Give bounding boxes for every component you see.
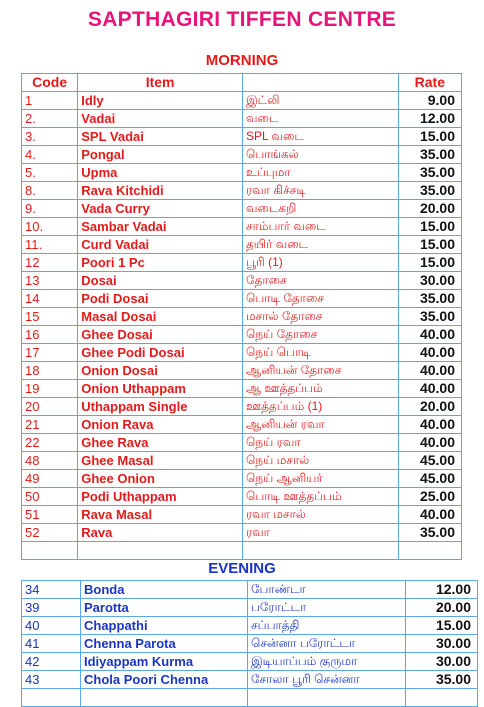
item-rate: 35.00 (398, 308, 461, 326)
item-name-tamil: நெய் தோசை (242, 326, 398, 344)
menu-row (22, 689, 478, 707)
item-rate: 9.00 (398, 92, 461, 110)
item-name-tamil (242, 542, 398, 560)
item-name-tamil: தோசை (242, 272, 398, 290)
menu-row (22, 599, 478, 617)
item-name: Rava Kitchidi (78, 182, 243, 200)
item-rate: 40.00 (398, 434, 461, 452)
item-name-tamil: நெய் ஆனியர் (242, 470, 398, 488)
item-name: Ghee Rava (78, 434, 243, 452)
item-code: 8. (22, 182, 78, 200)
item-rate: 30.00 (406, 635, 478, 653)
item-rate (406, 689, 478, 707)
item-code: 13 (22, 272, 78, 290)
item-name: Masal Dosai (78, 308, 243, 326)
item-name: Idly (78, 92, 243, 110)
menu-row (22, 635, 478, 653)
item-name-tamil: ஆனியன் ரவா (242, 416, 398, 434)
item-name: Rava (78, 524, 243, 542)
item-code: 40 (22, 617, 81, 635)
menu-row (22, 653, 478, 671)
item-name-tamil: தயிர் வடை (242, 236, 398, 254)
item-name: Onion Uthappam (78, 380, 243, 398)
item-rate: 35.00 (398, 290, 461, 308)
item-code: 48 (22, 452, 78, 470)
item-name-tamil: ஊத்தப்பம் (1) (242, 398, 398, 416)
menu-row (22, 434, 462, 452)
item-code: 12 (22, 254, 78, 272)
item-rate: 12.00 (406, 581, 478, 599)
item-code: 11. (22, 236, 78, 254)
item-code (22, 689, 81, 707)
item-code: 14 (22, 290, 78, 308)
menu-row (22, 308, 462, 326)
item-name (81, 689, 248, 707)
item-rate: 30.00 (406, 653, 478, 671)
morning-heading: MORNING (205, 52, 279, 69)
item-code: 39 (22, 599, 81, 617)
item-rate: 15.00 (398, 236, 461, 254)
item-code: 4. (22, 146, 78, 164)
item-name: Pongal (78, 146, 243, 164)
item-name-tamil: ஆனியன் தோசை (242, 362, 398, 380)
item-rate (398, 542, 461, 560)
item-name-tamil: நெய் மசால் (242, 452, 398, 470)
item-name (78, 542, 243, 560)
item-name: Vada Curry (78, 200, 243, 218)
item-name-tamil (248, 689, 406, 707)
table-header-row (22, 74, 462, 92)
item-rate: 15.00 (406, 617, 478, 635)
item-code: 3. (22, 128, 78, 146)
item-rate: 40.00 (398, 344, 461, 362)
item-code: 41 (22, 635, 81, 653)
item-name: Onion Dosai (78, 362, 243, 380)
item-name-tamil: பொடி தோசை (242, 290, 398, 308)
menu-row (22, 182, 462, 200)
item-rate: 40.00 (398, 362, 461, 380)
item-code: 19 (22, 380, 78, 398)
item-name-tamil: பொங்கல் (242, 146, 398, 164)
menu-row (22, 452, 462, 470)
item-rate: 15.00 (398, 218, 461, 236)
item-name: Sambar Vadai (78, 218, 243, 236)
menu-row (22, 128, 462, 146)
item-code: 17 (22, 344, 78, 362)
item-name-tamil: போண்டா (248, 581, 406, 599)
item-name-tamil: நெய் பொடி (242, 344, 398, 362)
menu-row (22, 362, 462, 380)
item-name-tamil: நெய் ரவா (242, 434, 398, 452)
item-name: Rava Masal (78, 506, 243, 524)
item-code: 15 (22, 308, 78, 326)
item-name: Idiyappam Kurma (81, 653, 248, 671)
item-rate: 20.00 (398, 200, 461, 218)
item-name: Ghee Onion (78, 470, 243, 488)
item-rate: 45.00 (398, 470, 461, 488)
item-rate: 30.00 (398, 272, 461, 290)
item-rate: 12.00 (398, 110, 461, 128)
menu-row (22, 416, 462, 434)
item-rate: 15.00 (398, 254, 461, 272)
item-code: 52 (22, 524, 78, 542)
item-rate: 40.00 (398, 380, 461, 398)
item-rate: 20.00 (398, 398, 461, 416)
item-rate: 40.00 (398, 326, 461, 344)
item-code: 18 (22, 362, 78, 380)
menu-row (22, 146, 462, 164)
item-name: Poori 1 Pc (78, 254, 243, 272)
item-rate: 35.00 (398, 524, 461, 542)
item-code: 51 (22, 506, 78, 524)
item-name-tamil: சாம்பார் வடை (242, 218, 398, 236)
item-rate: 45.00 (398, 452, 461, 470)
item-name: Uthappam Single (78, 398, 243, 416)
item-rate: 40.00 (398, 416, 461, 434)
item-name-tamil: சோலா பூரி சென்னா (248, 671, 406, 689)
menu-row (22, 236, 462, 254)
item-name-tamil: இடியாப்பம் குருமா (248, 653, 406, 671)
item-name-tamil: SPL வடை (242, 128, 398, 146)
item-name: Curd Vadai (78, 236, 243, 254)
item-rate: 20.00 (406, 599, 478, 617)
item-name: Onion Rava (78, 416, 243, 434)
menu-row (22, 488, 462, 506)
menu-row (22, 542, 462, 560)
item-name-tamil: ரவா (242, 524, 398, 542)
item-rate: 35.00 (398, 182, 461, 200)
item-name: Bonda (81, 581, 248, 599)
menu-row (22, 671, 478, 689)
item-name: Chappathi (81, 617, 248, 635)
item-code (22, 542, 78, 560)
item-name-tamil: வடை (242, 110, 398, 128)
evening-menu-table (21, 580, 478, 707)
item-code: 2. (22, 110, 78, 128)
item-code: 9. (22, 200, 78, 218)
item-code: 42 (22, 653, 81, 671)
item-name: Vadai (78, 110, 243, 128)
menu-row (22, 272, 462, 290)
item-code: 1 (22, 92, 78, 110)
item-code: 16 (22, 326, 78, 344)
menu-row (22, 380, 462, 398)
item-name: Chola Poori Chenna (81, 671, 248, 689)
item-code: 20 (22, 398, 78, 416)
menu-row (22, 110, 462, 128)
item-name-tamil: சென்னா பரோட்டா (248, 635, 406, 653)
item-name: Ghee Podi Dosai (78, 344, 243, 362)
menu-row (22, 290, 462, 308)
item-name: Chenna Parota (81, 635, 248, 653)
item-name-tamil: ரவா மசால் (242, 506, 398, 524)
tamil-header (242, 74, 398, 92)
item-name: Parotta (81, 599, 248, 617)
item-rate: 35.00 (398, 164, 461, 182)
menu-title: SAPTHAGIRI TIFFEN CENTRE (87, 8, 397, 31)
item-rate: 15.00 (398, 128, 461, 146)
menu-row (22, 344, 462, 362)
item-name: Dosai (78, 272, 243, 290)
menu-row (22, 200, 462, 218)
menu-row (22, 470, 462, 488)
item-name-tamil: ஆ ஊத்தப்பம் (242, 380, 398, 398)
item-name-tamil: பூரி (1) (242, 254, 398, 272)
menu-row (22, 254, 462, 272)
menu-row (22, 326, 462, 344)
item-code: 50 (22, 488, 78, 506)
item-name: Ghee Masal (78, 452, 243, 470)
item-code: 10. (22, 218, 78, 236)
item-name-tamil: ரவா கிச்சடி (242, 182, 398, 200)
item-rate: 25.00 (398, 488, 461, 506)
item-name-tamil: வடைகறி (242, 200, 398, 218)
item-code: 43 (22, 671, 81, 689)
item-name-tamil: பொடி ஊத்தப்பம் (242, 488, 398, 506)
item-name: Upma (78, 164, 243, 182)
item-code: 5. (22, 164, 78, 182)
item-code: 21 (22, 416, 78, 434)
item-name-tamil: பரோட்டா (248, 599, 406, 617)
item-rate: 35.00 (406, 671, 478, 689)
menu-row (22, 218, 462, 236)
menu-row (22, 398, 462, 416)
item-rate: 40.00 (398, 506, 461, 524)
item-name-tamil: சப்பாத்தி (248, 617, 406, 635)
item-name-tamil: மசால் தோசை (242, 308, 398, 326)
item-name: Ghee Dosai (78, 326, 243, 344)
item-code: 22 (22, 434, 78, 452)
menu-row (22, 581, 478, 599)
menu-row (22, 92, 462, 110)
menu-row (22, 617, 478, 635)
menu-row (22, 164, 462, 182)
menu-row (22, 524, 462, 542)
menu-row (22, 506, 462, 524)
item-name: Podi Dosai (78, 290, 243, 308)
item-name-tamil: இட்லி (242, 92, 398, 110)
item-code: 49 (22, 470, 78, 488)
code-header: Code (22, 74, 78, 92)
item-name-tamil: உப்புமா (242, 164, 398, 182)
item-rate: 35.00 (398, 146, 461, 164)
rate-header: Rate (398, 74, 461, 92)
item-code: 34 (22, 581, 81, 599)
item-name: Podi Uthappam (78, 488, 243, 506)
evening-heading: EVENING (208, 560, 276, 577)
morning-menu-table (21, 73, 462, 560)
item-name: SPL Vadai (78, 128, 243, 146)
item-header: Item (78, 74, 243, 92)
